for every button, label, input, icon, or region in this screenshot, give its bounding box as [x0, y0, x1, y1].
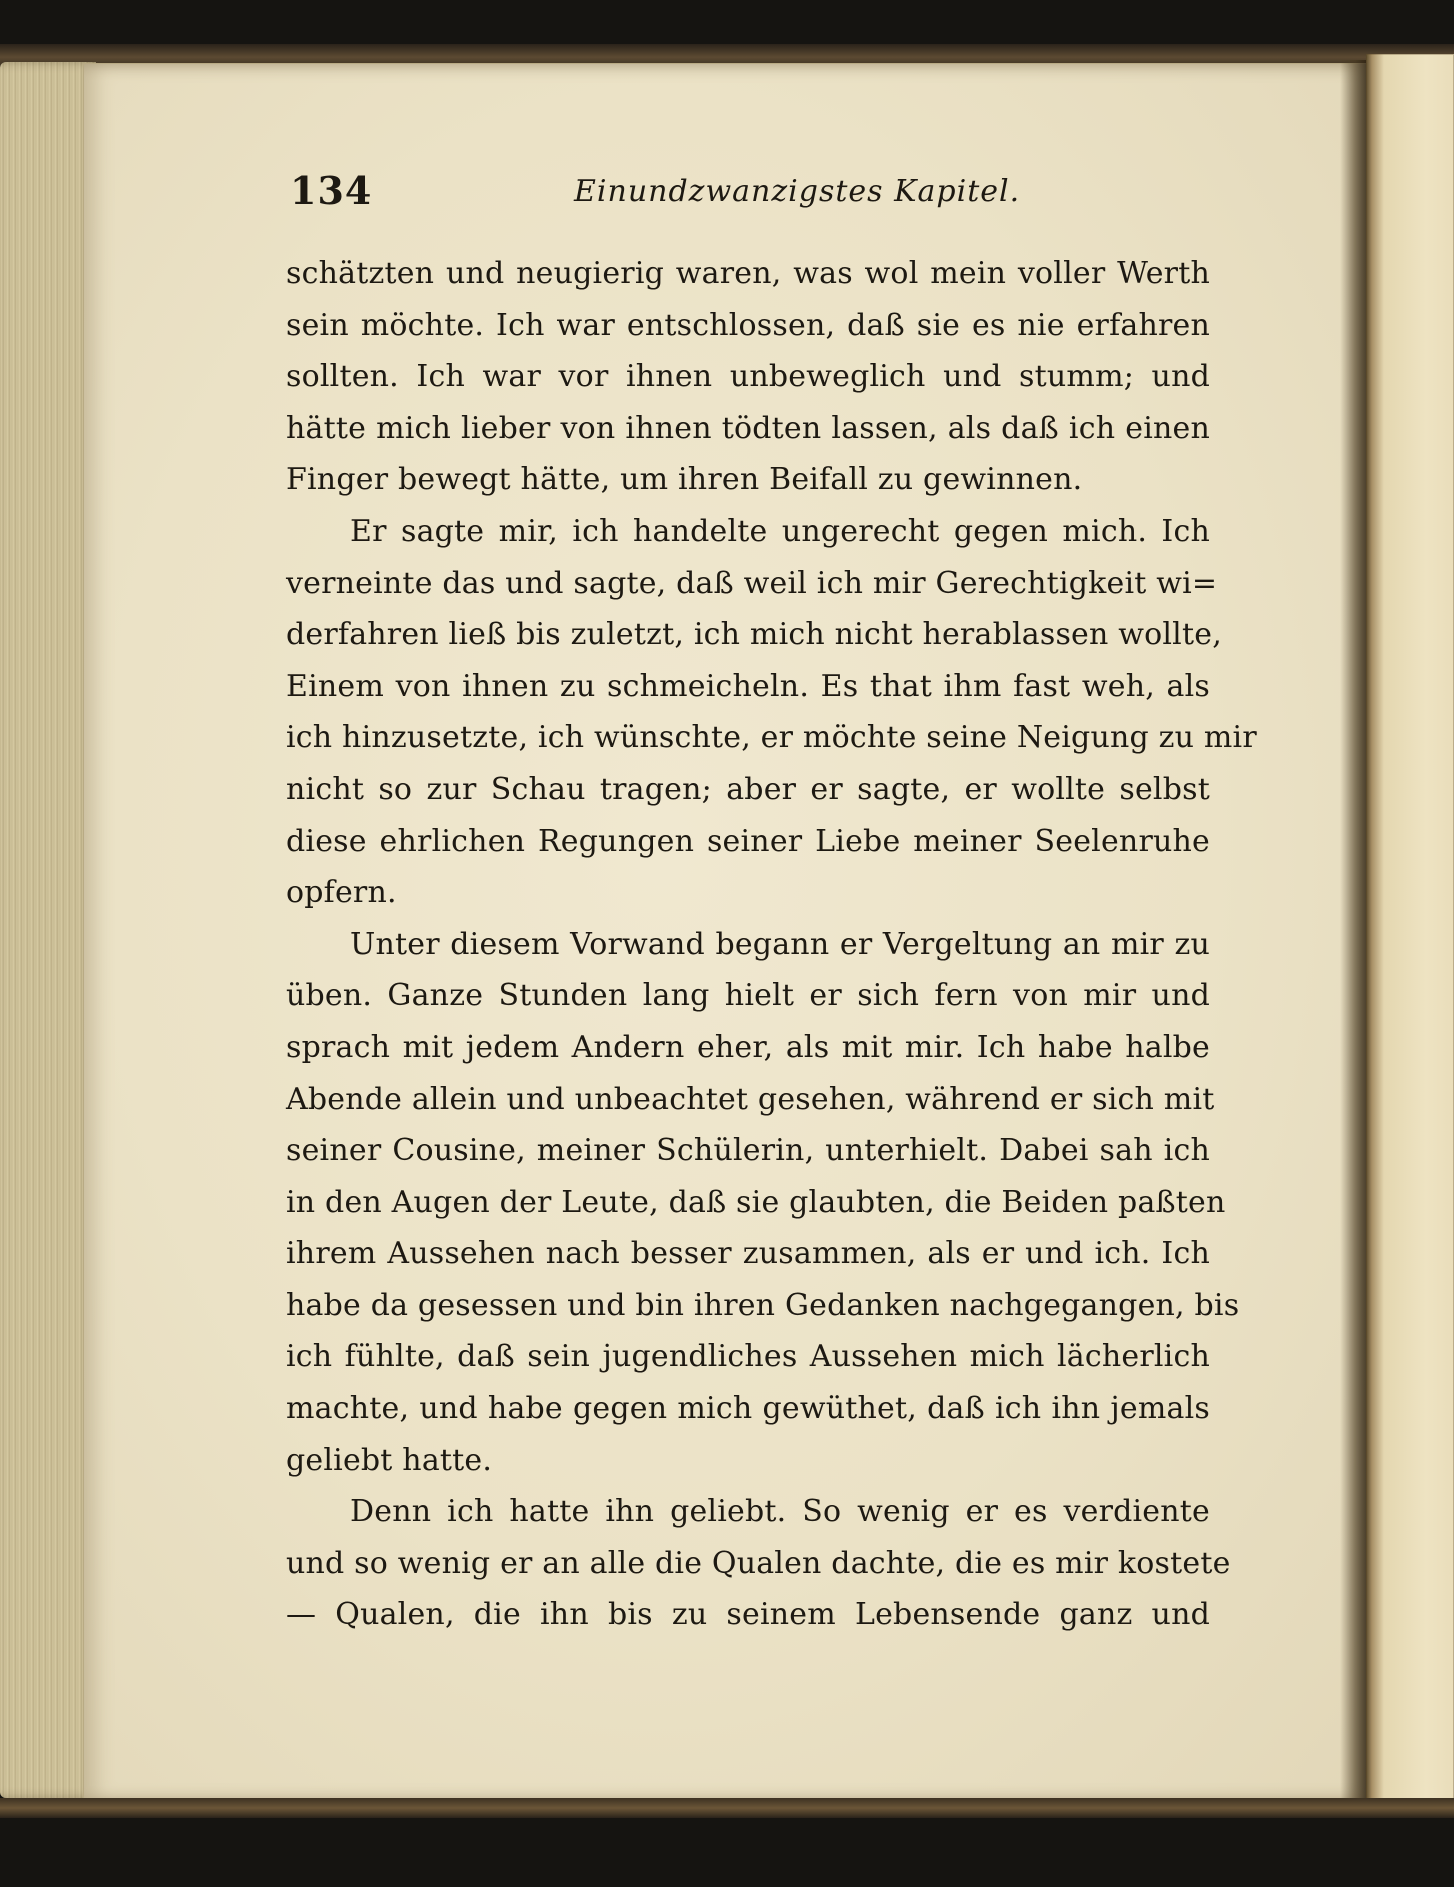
text-line: nicht so zur Schau tragen; aber er sagte, er wollte selbst	[286, 771, 1210, 807]
text-line: ihrem Aussehen nach besser zusammen, als er und ich. Ich	[286, 1236, 1210, 1272]
text-line: machte, und habe gegen mich gewüthet, daß ich ihn jemals	[286, 1391, 1210, 1427]
text-line: hätte mich lieber von ihnen tödten lassen, als daß ich einen	[286, 410, 1210, 446]
text-line: in den Augen der Leute, daß sie glaubten, die Beiden paßten	[286, 1184, 1226, 1220]
text-line: geliebt hatte.	[286, 1442, 493, 1478]
text-line: ich hinzusetzte, ich wünschte, er möchte seine Neigung zu mir	[286, 720, 1257, 756]
text-line: Abende allein und unbeachtet gesehen, während er sich mit	[286, 1081, 1215, 1117]
page-stack-edges	[0, 62, 96, 1798]
text-line: ich fühlte, daß sein jugendliches Aussehen mich lächerlich	[286, 1339, 1210, 1375]
text-line: derfahren ließ bis zuletzt, ich mich nicht herablassen wollte,	[286, 617, 1222, 653]
text-line: sprach mit jedem Andern eher, als mit mir. Ich habe halbe	[286, 1029, 1210, 1065]
page-header	[290, 168, 1210, 228]
text-line: Er sagte mir, ich handelte ungerecht gegen mich. Ich	[350, 513, 1210, 549]
body-text	[286, 248, 1257, 1641]
book-cover-bottom-edge	[0, 1798, 1454, 1818]
text-line: sollten. Ich war vor ihnen unbeweglich und stumm; und	[286, 359, 1210, 395]
text-line: üben. Ganze Stunden lang hielt er sich fern von mir und	[286, 978, 1210, 1014]
text-line: schätzten und neugierig waren, was wol mein voller Werth	[286, 256, 1210, 291]
text-line: Finger bewegt hätte, um ihren Beifall zu gewinnen.	[286, 462, 1083, 498]
text-line: — Qualen, die ihn bis zu seinem Lebensende ganz und	[286, 1597, 1210, 1633]
book-cover-top-edge	[0, 44, 1454, 66]
text-line: diese ehrlichen Regungen seiner Liebe meiner Seelenruhe	[286, 823, 1210, 859]
text-line: sein möchte. Ich war entschlossen, daß sie es nie erfahren	[286, 307, 1210, 343]
text-line: Unter diesem Vorwand begann er Vergeltung an mir zu	[350, 926, 1210, 962]
text-line: opfern.	[286, 875, 397, 911]
text-line: habe da gesessen und bin ihren Gedanken nachgegangen, bis	[286, 1287, 1240, 1323]
text-line: verneinte das und sagte, daß weil ich mir Gerechtigkeit wi=	[286, 565, 1218, 601]
text-line: seiner Cousine, meiner Schülerin, unterhielt. Dabei sah ich	[286, 1133, 1210, 1169]
facing-page-edge	[1366, 54, 1454, 1810]
page-number: 134	[290, 168, 373, 213]
text-line: Denn ich hatte ihn geliebt. So wenig er es verdiente	[350, 1494, 1210, 1530]
text-line: und so wenig er an alle die Qualen dachte, die es mir kostete	[286, 1545, 1231, 1581]
text-line: Einem von ihnen zu schmeicheln. Es that ihm fast weh, als	[286, 668, 1210, 704]
running-title: Einundzwanzigstes Kapitel.	[574, 174, 1021, 209]
